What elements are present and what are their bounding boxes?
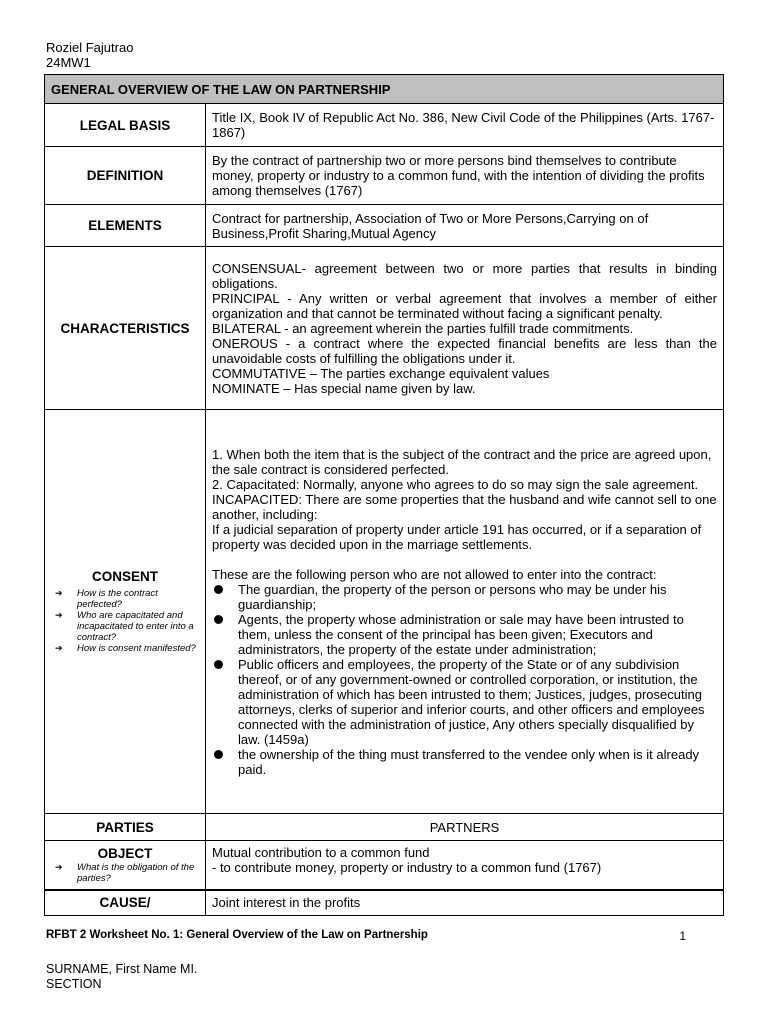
cause-label: CAUSE/ [45, 890, 206, 916]
consent-separation: If a judicial separation of property under article 191 has occurred, or if a separation of property was decided upon in the marriage settlements. [212, 521, 702, 552]
parties-row [45, 814, 724, 841]
consent-capacitated: 2. Capacitated: Normally, anyone who agrees to do so may sign the sale agreement. [212, 476, 699, 492]
characteristics-label: CHARACTERISTICS [45, 247, 206, 410]
consent-text [206, 410, 724, 814]
definition-row [45, 147, 724, 205]
section-line: SECTION [46, 977, 102, 991]
legal-basis-label: LEGAL BASIS [45, 104, 206, 147]
definition-text: By the contract of partnership two or more persons bind themselves to contribute money, property or industry to a common fund, with the intention of dividing the profits among themselves (1767) [206, 147, 724, 205]
consent-not-allowed-intro: These are the following person who are not allowed to enter into the contract: [212, 566, 657, 582]
bullet-icon [214, 615, 223, 624]
object-label-cell [45, 841, 206, 890]
elements-label: ELEMENTS [45, 205, 206, 247]
definition-label: DEFINITION [45, 147, 206, 205]
student-section: 24MW1 [46, 55, 91, 70]
object-question: ➔ What is the obligation of the parties? [55, 861, 195, 884]
footer-title: RFBT 2 Worksheet No. 1: General Overview of the Law on Partnership [46, 929, 428, 941]
characteristics-row [45, 247, 724, 410]
not-allowed-list [212, 582, 717, 777]
table-title: GENERAL OVERVIEW OF THE LAW ON PARTNERSHIP [45, 75, 724, 104]
elements-text: Contract for partnership, Association of Two or More Persons,Carrying on of Business,Profit Sharing,Mutual Agency [206, 205, 724, 247]
characteristic-principal: PRINCIPAL - Any written or verbal agreement that involves a member of either organization and that cannot be terminated without facing a significant penalty. [212, 290, 717, 321]
right-arrow-icon: ➔ [55, 588, 63, 598]
object-row [45, 841, 724, 890]
characteristic-onerous: ONEROUS - a contract where the expected financial benefits are less than the unavoidable costs of fulfilling the obligations under it. [212, 335, 717, 366]
consent-label-cell [45, 410, 206, 814]
bullet-icon [214, 750, 223, 759]
page-footer [46, 929, 686, 941]
signature-block [46, 962, 197, 992]
consent-question: ➔ Who are capacitated and incapacitated to enter into a contract? [55, 610, 194, 643]
page-number: 1 [679, 929, 686, 943]
parties-label: PARTIES [45, 814, 206, 841]
list-item: Public officers and employees, the property of the State or of any subdivision thereof, or of any government-owned or controlled corporation, or institution, the administration of which has been intrusted to them; Justices, judges, prosecuting attorneys, clerks of superior and inferior courts, and other officers and employees connected with the administration of justice, Any others specially disqualified by law. (1459a) [212, 657, 717, 747]
characteristic-bilateral: BILATERAL - an agreement wherein the parties fulfill trade commitments. [212, 320, 634, 336]
object-questions [49, 862, 201, 884]
student-name: Roziel Fajutrao [46, 40, 134, 55]
bullet-icon [214, 660, 223, 669]
table-title-row [45, 75, 724, 104]
consent-perfection: 1. When both the item that is the subject of the contract and the price are agreed upon, the sale contract is considered perfected. [212, 446, 712, 477]
object-label: OBJECT [97, 845, 153, 861]
characteristic-consensual: CONSENSUAL- agreement between two or more parties that results in binding obligations. [212, 260, 717, 291]
surname-line: SURNAME, First Name MI. [46, 962, 198, 976]
cause-row [45, 890, 724, 916]
list-item: the ownership of the thing must transferred to the vendee only when is it already paid. [212, 747, 717, 777]
document-header [46, 40, 133, 70]
parties-text: PARTNERS [206, 814, 724, 841]
right-arrow-icon: ➔ [55, 610, 63, 620]
characteristic-commutative: COMMUTATIVE – The parties exchange equivalent values [212, 365, 550, 381]
bullet-icon [214, 585, 223, 594]
consent-question: ➔ How is consent manifested? [55, 643, 196, 654]
list-item: The guardian, the property of the person or persons who may be under his guardianship; [212, 582, 717, 612]
legal-basis-row [45, 104, 724, 147]
object-text [206, 841, 724, 890]
cause-text: Joint interest in the profits [206, 890, 724, 916]
list-item: Agents, the property whose administration or sale may have been intrusted to them, unless the consent of the principal has been given; Executors and administrators, the property of the estate under administration; [212, 612, 717, 657]
consent-label: CONSENT [91, 569, 158, 584]
legal-basis-text: Title IX, Book IV of Republic Act No. 386, New Civil Code of the Philippines (Arts. 1767-1867) [206, 104, 724, 147]
characteristics-text [206, 247, 724, 410]
right-arrow-icon: ➔ [55, 643, 63, 653]
characteristic-nominate: NOMINATE – Has special name given by law. [212, 380, 476, 396]
elements-row [45, 205, 724, 247]
right-arrow-icon: ➔ [55, 861, 63, 872]
consent-incapacitated: INCAPACITED: There are some properties that the husband and wife cannot sell to one another, including: [212, 491, 717, 522]
consent-row [45, 410, 724, 814]
object-line-2: - to contribute money, property or industry to a common fund (1767) [212, 860, 602, 875]
object-line-1: Mutual contribution to a common fund [212, 845, 430, 860]
partnership-overview-table [44, 74, 724, 916]
consent-question: ➔ How is the contract perfected? [55, 588, 158, 610]
consent-questions [49, 588, 201, 654]
